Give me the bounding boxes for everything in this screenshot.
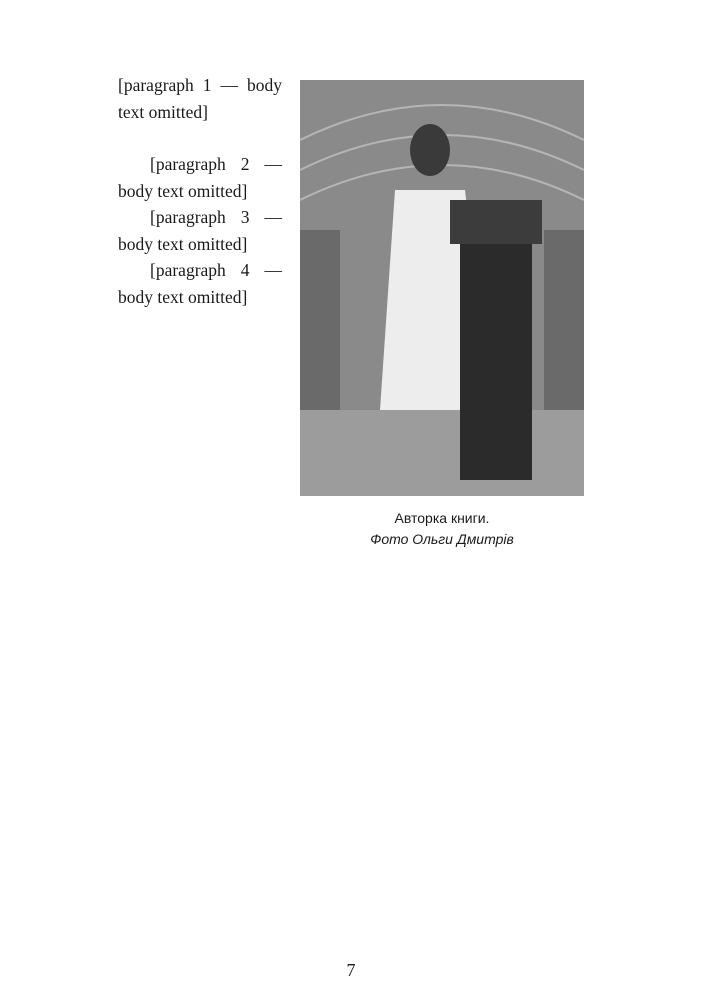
page-number: 7 <box>346 960 356 980</box>
author-photo <box>300 80 584 496</box>
body-paragraph: [paragraph 1 — body text omitted] <box>118 75 282 122</box>
caption-text: Авторка книги. <box>394 510 490 526</box>
body-paragraph: [paragraph 2 — body text omitted] <box>118 154 282 201</box>
author-photo-illustration <box>300 80 584 496</box>
figure-caption <box>300 508 584 550</box>
body-paragraph: [paragraph 4 — body text omitted] <box>118 260 282 307</box>
author-figure <box>300 80 584 550</box>
book-page <box>118 72 584 980</box>
body-paragraph: [paragraph 3 — body text omitted] <box>118 207 282 254</box>
photo-credit: Фото Ольги Дмитрів <box>370 531 514 547</box>
